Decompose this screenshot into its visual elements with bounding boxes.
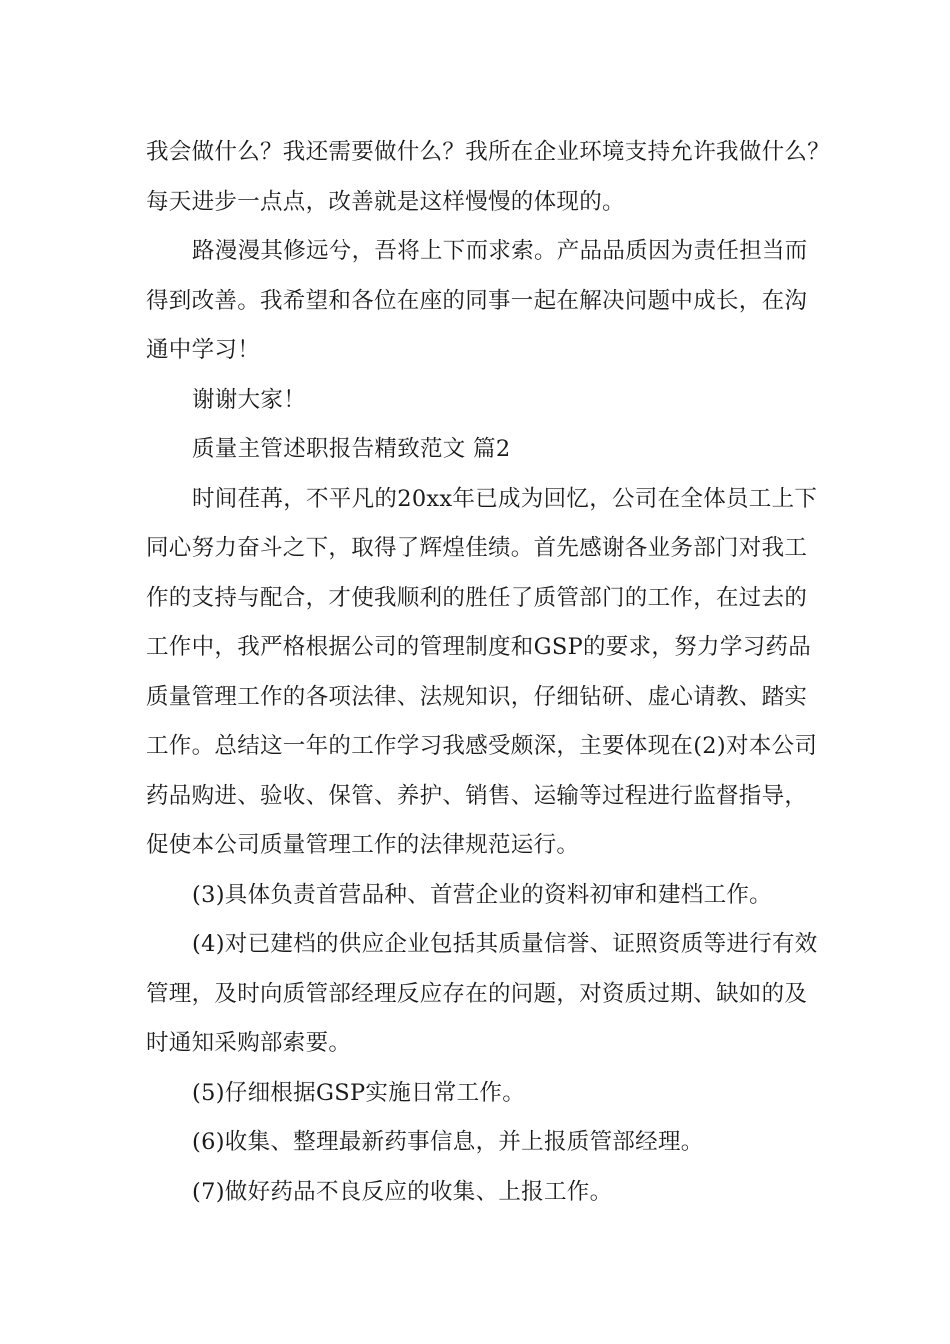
text-line: 时通知采购部索要。 xyxy=(146,1030,352,1056)
paragraph xyxy=(146,227,836,277)
text-line: (7)做好药品不良反应的收集、上报工作。 xyxy=(192,1178,613,1205)
text-line: 工作。总结这一年的工作学习我感受颇深，主要体现在(2)对本公司 xyxy=(146,733,818,759)
text-line: 药品购进、验收、保管、养护、销售、运输等过程进行监督指导， xyxy=(146,782,808,809)
text-line: 每天进步一点点，改善就是这样慢慢的体现的。 xyxy=(146,188,625,215)
text-line: 作的支持与配合，才使我顺利的胜任了质管部门的工作，在过去的 xyxy=(146,584,808,611)
paragraph-continuation xyxy=(146,277,836,376)
list-item xyxy=(146,1069,836,1119)
text-line: 促使本公司质量管理工作的法律规范运行。 xyxy=(146,832,580,858)
list-item xyxy=(146,1118,836,1168)
text-line: 我会做什么？我还需要做什么？我所在企业环境支持允许我做什么？ xyxy=(146,139,831,165)
text-line: 质量主管述职报告精致范文 篇2 xyxy=(192,436,511,462)
list-item xyxy=(146,920,836,970)
text-line: 同心努力奋斗之下，取得了辉煌佳绩。首先感谢各业务部门对我工 xyxy=(146,535,808,561)
text-line: (6)收集、整理最新药事信息，并上报质管部经理。 xyxy=(192,1129,704,1155)
text-line: 路漫漫其修远兮，吾将上下而求索。产品品质因为责任担当而 xyxy=(192,238,808,264)
text-line: 工作中，我严格根据公司的管理制度和GSP的要求，努力学习药品 xyxy=(146,634,812,660)
document-body xyxy=(146,128,836,1217)
paragraph-continuation xyxy=(146,524,836,871)
closing-thanks xyxy=(146,376,836,426)
text-line: 谢谢大家！ xyxy=(192,386,307,413)
text-line: 质量管理工作的各项法律、法规知识，仔细钻研、虚心请教、踏实 xyxy=(146,683,808,710)
text-line: (3)具体负责首营品种、首营企业的资料初审和建档工作。 xyxy=(192,881,772,908)
text-line: (4)对已建档的供应企业包括其质量信誉、证照资质等进行有效 xyxy=(192,931,818,957)
paragraph xyxy=(146,128,836,227)
list-item xyxy=(146,1168,836,1218)
text-line: 通中学习！ xyxy=(146,337,261,363)
text-line: 管理，及时向质管部经理反应存在的问题，对资质过期、缺如的及 xyxy=(146,980,808,1007)
text-line: (5)仔细根据GSP实施日常工作。 xyxy=(192,1079,525,1106)
text-line: 得到改善。我希望和各位在座的同事一起在解决问题中成长，在沟 xyxy=(146,287,808,314)
section-heading xyxy=(146,425,836,475)
list-item-continuation xyxy=(146,970,836,1069)
list-item xyxy=(146,871,836,921)
text-line: 时间荏苒，不平凡的20xx年已成为回忆，公司在全体员工上下 xyxy=(192,485,818,512)
paragraph xyxy=(146,475,836,525)
